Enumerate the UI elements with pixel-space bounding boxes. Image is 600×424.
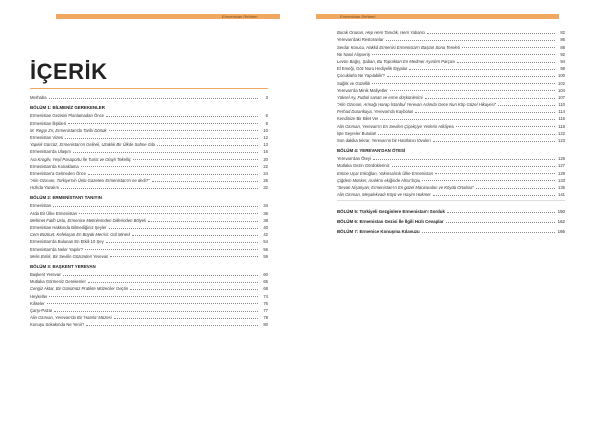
dot-leader (88, 174, 258, 175)
toc-entry[interactable] (337, 35, 565, 42)
toc-entry-title: Mutlaka Görmeniz Gerekenler (30, 279, 86, 285)
toc-entry[interactable] (337, 100, 565, 107)
dot-leader (81, 166, 258, 167)
dot-leader (86, 325, 258, 326)
toc-entry[interactable] (30, 162, 268, 169)
toc-entry[interactable] (337, 168, 565, 175)
dot-leader (378, 134, 555, 135)
toc-entry-page: 10 (263, 127, 268, 133)
toc-entry[interactable] (30, 133, 268, 140)
toc-entry-page: 114 (558, 109, 565, 115)
toc-entry[interactable] (337, 107, 565, 114)
section-heading: BÖLÜM 2: ERMENİSTAN'I TANIYIN (30, 195, 102, 201)
toc-entry[interactable] (337, 161, 565, 168)
toc-entry[interactable] (30, 306, 268, 313)
toc-entry[interactable] (30, 284, 268, 291)
toc-entry-page: 22 (263, 163, 268, 169)
toc-entry-title: Yüksel Ay, Futbol sanatı ve erme düşkünlerimi (337, 94, 423, 100)
dot-leader (85, 249, 258, 250)
toc-entry-page: 65 (263, 279, 268, 285)
toc-entry-title: Ermenistan'a Gelmeden Önce (30, 170, 86, 176)
toc-entry-page: 135 (558, 184, 565, 190)
toc-entry[interactable] (30, 216, 268, 223)
toc-entry-title: Yerevan'da Minik Maliyetler (337, 87, 388, 93)
toc-entry-title: Alin Ozınıan, Yerevan'da Bir 'Hatırla' Müzesi (30, 315, 112, 321)
toc-entry[interactable] (30, 169, 268, 176)
dot-leader (422, 232, 555, 233)
toc-entry-title: Ermenistan'da Bulunan En Etkili 10 Şey (30, 239, 104, 245)
dot-leader (456, 126, 555, 127)
toc-entry-title: Ara Krogliv, Yeşil Pasaportu İle Turist ve Olaylı Tekelliç (30, 156, 131, 162)
toc-entry-title: M. Regıp Zır, Ermenistan'da Tarihi Dönük (30, 127, 107, 133)
toc-entry-title: Ferhad Durankaya, Yerevan'da Kaybolun (337, 109, 414, 115)
toc-entry-title: Yapılık Gürcüz, Ermenistan'ın Gelireli, Uzaklık Bir Ülkde Sahne Gibi (30, 142, 156, 148)
dot-leader (380, 119, 555, 120)
toc-entry-title: Yerevan'daki Restoranlar (337, 37, 384, 43)
toc-entry[interactable] (337, 42, 565, 49)
toc-entry-page: 150 (557, 209, 565, 215)
toc-entry[interactable] (337, 28, 565, 35)
toc-entry-title: BÖLÜM 7: Ermenice Konuşma Kılavuzu (337, 229, 420, 235)
toc-entry-page: 126 (558, 156, 565, 162)
toc-entry[interactable] (337, 86, 565, 93)
dot-leader (392, 166, 555, 167)
toc-entry[interactable] (30, 208, 268, 215)
toc-entry-page: 77 (263, 307, 268, 313)
toc-entry-title: Levon Bağış, Şaban, Bu Topraktan En Medmer Ayırdım Parçası (337, 58, 456, 64)
toc-entry-title: Son dakika tekrar, Yerevan'ın bir Hatırlatıcı tövuleri (337, 138, 431, 143)
toc-entry[interactable] (337, 57, 565, 64)
dot-leader (63, 275, 258, 276)
dot-leader (132, 235, 258, 236)
dot-leader (409, 69, 555, 70)
toc-entry[interactable] (30, 111, 268, 118)
toc-entry[interactable] (30, 299, 268, 306)
dot-leader (130, 289, 258, 290)
dot-leader (65, 138, 258, 139)
dot-leader (435, 173, 555, 174)
right-running-title: Ermenistan Rehberi (340, 14, 376, 19)
section-heading: BÖLÜM 4: YEREVAN'DAN ÖTESİ (337, 148, 406, 153)
toc-entry[interactable] (337, 78, 565, 85)
toc-entry-page: 78 (263, 315, 268, 321)
dot-leader (54, 311, 258, 312)
dot-leader (433, 141, 555, 142)
dot-leader (457, 62, 555, 63)
toc-entry-title: Mutlaka Gezin Gördükleriniz (337, 163, 390, 169)
toc-entry[interactable] (30, 291, 268, 298)
toc-entry-page: 88 (560, 44, 565, 50)
toc-entry-page: 40 (263, 225, 268, 230)
toc-entry-page: 98 (560, 66, 565, 72)
dot-leader (106, 116, 258, 117)
toc-entry[interactable] (30, 154, 268, 161)
toc-entry[interactable] (30, 147, 268, 154)
toc-entry-title: Ermenistan Gezisini Planlamadan Önce (30, 113, 105, 119)
dot-leader (49, 98, 258, 99)
toc-entry-title: Burak Onaran, Hep Hem Tanıdık, Hem Yabancı (337, 30, 426, 36)
section-heading: BÖLÜM 3: BAŞKENT YEREVAN (30, 263, 96, 269)
toc-entry-page: 162 (557, 219, 565, 225)
toc-entry-page: 32 (263, 185, 268, 191)
toc-entry[interactable] (337, 190, 565, 197)
toc-entry-page: 20 (263, 156, 268, 162)
toc-entry-page: 133 (558, 177, 565, 183)
dot-leader (427, 33, 555, 34)
toc-entry[interactable] (30, 244, 268, 251)
toc-entry-title: Ermenistan (30, 203, 52, 209)
toc-entry[interactable] (30, 320, 268, 327)
toc-entry[interactable] (30, 223, 268, 230)
toc-entry-page: 110 (558, 102, 565, 108)
toc-entry-title: Cengiz Aktar, Bir Günümüz Pratikte Müzeciler Geçtin (30, 286, 129, 292)
toc-entry-page: 26 (263, 178, 268, 184)
toc-entry-title: Ermenistan Vizesi (30, 134, 64, 140)
toc-entry[interactable] (337, 176, 565, 183)
toc-entry-title: Çarşı-Pazar (30, 307, 53, 313)
toc-entry-title: "Alin Ozınıan, Türkiye'nin Ünlü Gazetesi Ermenistan'ın ne dedi?" (30, 178, 150, 184)
dot-leader (148, 221, 258, 222)
toc-entry[interactable] (337, 136, 565, 143)
toc-entry[interactable] (30, 93, 268, 100)
toc-entry-title: BÖLÜM 6: Ermenistan Gezisi İle İlgili Hızlı Cevaplar (337, 219, 444, 225)
toc-entry[interactable] (30, 313, 268, 320)
toc-entry[interactable] (30, 237, 268, 244)
dot-leader (109, 228, 258, 229)
left-toc-content (30, 93, 268, 327)
toc-entry-title: Ermenistan Hakkında Bilmediğiniz Şeyler (30, 225, 107, 230)
dot-leader (152, 181, 258, 182)
toc-entry-title: Yerevan'dan Öteyi (337, 156, 371, 162)
toc-entry-title: Konuşu Sokakında Ne Yenir? (30, 322, 85, 328)
dot-leader (433, 195, 555, 196)
toc-entry-title: Kiliseler (30, 300, 45, 306)
toc-entry-title: Ne Nasıl Alışveriş (337, 51, 370, 57)
dot-leader (372, 54, 555, 55)
toc-entry-title: Ermenistan'da Konaklama (30, 163, 79, 169)
toc-entry-title: Heykeller (30, 293, 48, 299)
toc-entry-page: 107 (558, 94, 565, 100)
toc-entry-page: 104 (558, 87, 565, 93)
toc-entry-title: Emine Uçar Erkoğlan, Yakınsalıcık Ülke Ermenistan (337, 170, 433, 176)
toc-entry-page: 42 (263, 232, 268, 238)
section-heading: BÖLÜM 1: BİLMENİZ GEREKENLER (30, 105, 105, 111)
toc-entry-title: Alin Ozınıan, Meşalekvadı Köyü ve Haşim Hükmer (337, 192, 431, 198)
toc-entry[interactable] (30, 126, 268, 133)
dot-leader (109, 130, 258, 131)
dot-leader (372, 83, 555, 84)
left-page (30, 28, 268, 327)
section-separator (337, 200, 565, 201)
toc-entry-title: İşte Seyreler Buralar! (337, 130, 377, 136)
toc-entry-page: 12 (263, 134, 268, 140)
toc-entry-page: 38 (263, 217, 268, 223)
toc-entry-page: 59 (263, 253, 268, 259)
toc-entry-page: 80 (263, 322, 268, 328)
toc-entry[interactable] (30, 176, 268, 183)
toc-entry-page: 36 (263, 210, 268, 216)
toc-entry-title: Hızlıda Yazalım (30, 185, 59, 191)
toc-entry-title: Alin Ozınıan, Yerevan'ın En Sevilen Çiçekçiye Yerlerin Hikâyesi (337, 123, 455, 129)
toc-entry-title: Merhaba (30, 95, 47, 101)
toc-entry-title: Ermenistan'da Ulaşım (30, 149, 71, 155)
toc-entry[interactable] (337, 129, 565, 136)
toc-entry-page: 34 (263, 203, 268, 209)
toc-entry-page: 76 (263, 300, 268, 306)
toc-entry[interactable] (30, 140, 268, 147)
toc-entry[interactable] (30, 270, 268, 277)
toc-entry-page: 141 (558, 192, 565, 198)
dot-leader (79, 213, 258, 214)
toc-entry[interactable] (337, 121, 565, 128)
dot-leader (106, 242, 258, 243)
toc-title: İÇERİK (30, 59, 108, 84)
toc-entry-title: "Alin Ozınıan, Armağı Harap İstanbul Yerevan Aslında Gece Nun Köp Güzel Hikayesi" (337, 102, 496, 108)
dot-leader (425, 98, 555, 99)
dot-leader (61, 188, 258, 189)
toc-entry-title: Sağlık ve Güzellik (337, 80, 371, 86)
toc-entry-page: 129 (558, 170, 565, 176)
dot-leader (53, 206, 258, 207)
toc-entry-page: 82 (560, 30, 565, 36)
toc-entry-page: 68 (263, 286, 268, 292)
toc-entry-page: 100 (558, 73, 565, 79)
right-page (337, 28, 565, 234)
dot-leader (387, 76, 555, 77)
toc-entry[interactable] (337, 64, 565, 71)
toc-entry-title: "Sevan Nişanyan, Ermenistan'ın En güzel Manzaraları ve Köyüü Ortalara" (337, 184, 474, 190)
toc-entry-title: Cem Bozkurt, Kefelaşan En Büyük Merrisi: Gül Minerli (30, 232, 131, 238)
dot-leader (498, 105, 555, 106)
toc-entry-title: El Emeği, Göz Nuru Hediyelik Eşyalar (337, 66, 408, 72)
right-toc-content (337, 28, 565, 234)
left-running-title: Ermenistan Rehberi (222, 14, 258, 19)
dot-leader (415, 112, 555, 113)
toc-entry-title: Ermenistan'da Neler Yapılır? (30, 246, 84, 252)
toc-entry[interactable] (30, 201, 268, 208)
dot-leader (476, 188, 555, 189)
toc-entry-title: Mehmet Fatih Uslu, Ermenice Metinlerinden Dillerinden Bölyeli (30, 217, 146, 223)
dot-leader (110, 256, 258, 257)
title-separator (30, 88, 268, 89)
toc-entry[interactable] (337, 204, 565, 214)
toc-entry-page: 54 (263, 239, 268, 245)
toc-entry-page: 86 (560, 37, 565, 43)
toc-entry-page: 74 (263, 293, 268, 299)
dot-leader (390, 90, 555, 91)
toc-entry-page: 122 (558, 130, 565, 136)
dot-leader (446, 222, 555, 223)
toc-entry-page: 6 (265, 113, 268, 119)
toc-entry[interactable] (337, 183, 565, 190)
dot-leader (386, 40, 555, 41)
toc-entry-title: Çiğdem Müsker, Aralık'ın ekiğinde Ahsır'la'pu (337, 177, 421, 183)
toc-entry-page: 166 (557, 229, 565, 235)
toc-entry-page: 116 (558, 116, 565, 122)
dot-leader (133, 159, 258, 160)
toc-entry-page: 3 (265, 95, 268, 101)
toc-entry-page: 16 (263, 149, 268, 155)
toc-entry[interactable] (337, 154, 565, 161)
dot-leader (462, 47, 555, 48)
toc-entry[interactable] (30, 183, 268, 190)
toc-entry-page: 60 (263, 271, 268, 277)
toc-entry-page: 56 (263, 246, 268, 252)
toc-entry-title: Serdar Korucu, Hakkâ Ermenisi Ermenistan'ı Baştan Sona Tereleti (337, 44, 460, 50)
dot-leader (73, 152, 258, 153)
toc-entry-title: Melis Bırlık, Bir Sevilin Gözünden Yerevan (30, 253, 109, 259)
toc-entry-page: 118 (558, 123, 565, 129)
toc-entry-title: Çocuklarla Ne Yapılabilir? (337, 73, 385, 79)
dot-leader (422, 180, 555, 181)
toc-entry-page: 94 (560, 58, 565, 64)
dot-leader (49, 296, 258, 297)
dot-leader (373, 159, 555, 160)
toc-entry-page: 8 (265, 120, 268, 126)
toc-entry-page: 127 (558, 163, 565, 169)
toc-entry[interactable] (337, 224, 565, 234)
toc-entry-title: BÖLÜM 5: Türkiyeli Gezginlere Ermenistan'ı Sorduk (337, 209, 445, 215)
dot-leader (114, 318, 258, 319)
toc-entry[interactable] (30, 277, 268, 284)
toc-entry-title: Arda Bir Ülke Ermenistan (30, 210, 78, 216)
toc-entry-page: 13 (263, 142, 268, 148)
dot-leader (88, 282, 258, 283)
toc-entry-title: Kendinize Bir Bilet Ver (337, 116, 379, 122)
toc-entry[interactable] (30, 230, 268, 237)
toc-entry-page: 123 (558, 138, 565, 143)
dot-leader (47, 303, 258, 304)
toc-entry[interactable] (337, 214, 565, 224)
toc-entry-title: Ermenistan İlişkileri (30, 120, 67, 126)
toc-entry-page: 92 (560, 51, 565, 57)
toc-entry[interactable] (337, 93, 565, 100)
toc-entry[interactable] (337, 50, 565, 57)
toc-entry[interactable] (30, 118, 268, 125)
toc-entry[interactable] (30, 252, 268, 259)
dot-leader (157, 145, 258, 146)
toc-entry[interactable] (337, 71, 565, 78)
toc-entry-page: 24 (263, 170, 268, 176)
toc-entry-title: Başkent Yerevan (30, 271, 62, 277)
dot-leader (447, 212, 555, 213)
toc-entry[interactable] (337, 114, 565, 121)
dot-leader (68, 123, 258, 124)
toc-entry-page: 102 (558, 80, 565, 86)
